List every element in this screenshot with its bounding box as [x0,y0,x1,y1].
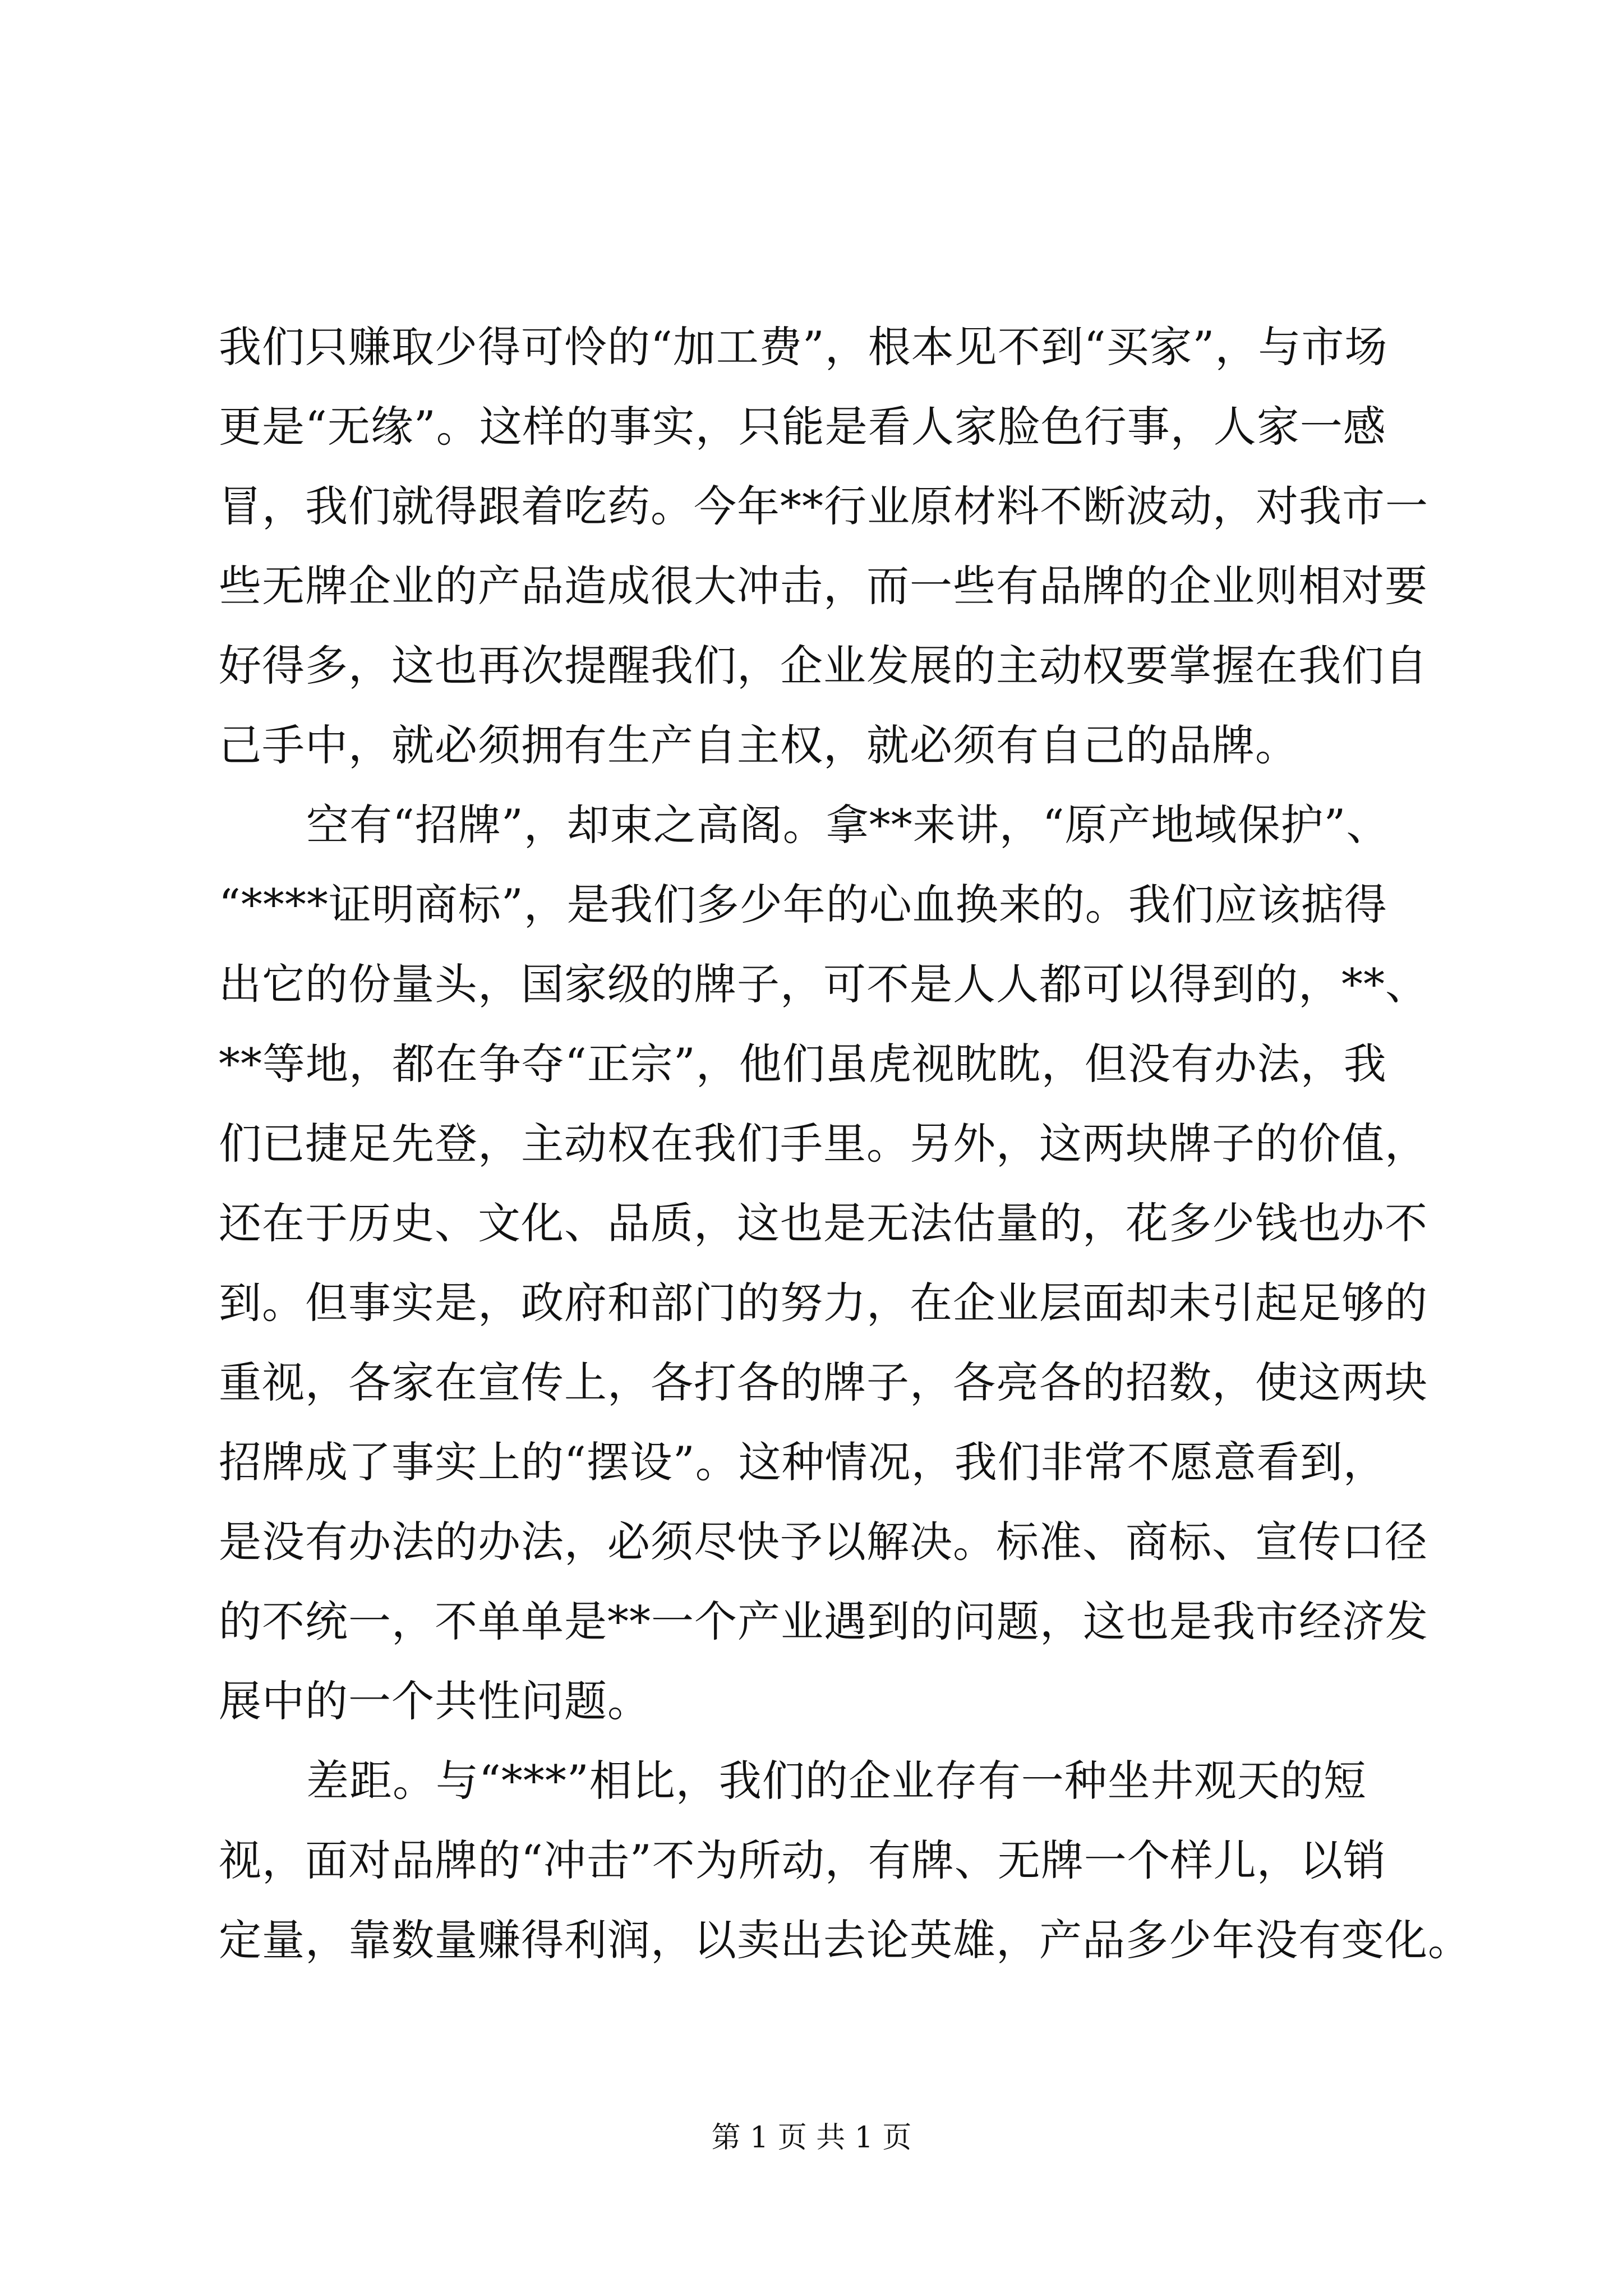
document-body [219,307,1471,1980]
text-line: 是没有办法的办法，必须尽快予以解决。标准、商标、宣传口径 [219,1517,1428,1567]
text-line: 视，面对品牌的“冲击”不为所动，有牌、无牌一个样儿，以销 [219,1835,1386,1885]
text-line: **等地，都在争夺“正宗”，他们虽虎视眈眈，但没有办法，我 [219,1039,1387,1089]
text-line: 的不统一，不单单是**一个产业遇到的问题，这也是我市经济发 [219,1596,1428,1646]
text-line: 到。但事实是，政府和部门的努力，在企业层面却未引起足够的 [219,1278,1428,1328]
text-line: 己手中，就必须拥有生产自主权，就必须有自己的品牌。 [219,720,1298,770]
text-line: 冒，我们就得跟着吃药。今年**行业原材料不断波动，对我市一 [219,481,1428,531]
text-line: “****证明商标”，是我们多少年的心血换来的。我们应该掂得 [219,880,1387,930]
text-line: 好得多，这也再次提醒我们，企业发展的主动权要掌握在我们自 [219,641,1428,691]
text-line: 展中的一个共性问题。 [219,1676,651,1726]
text-line: 重视，各家在宣传上，各打各的牌子，各亮各的招数，使这两块 [219,1358,1428,1407]
text-line: 招牌成了事实上的“摆设”。这种情况，我们非常不愿意看到， [219,1437,1386,1487]
text-line: 更是“无缘”。这样的事实，只能是看人家脸色行事，人家一感 [219,402,1386,452]
text-line: 空有“招牌”，却束之高阁。拿**来讲，“原产地域保护”、 [306,800,1390,850]
text-line: 我们只赚取少得可怜的“加工费”，根本见不到“买家”，与市场 [219,322,1388,372]
text-line: 们已捷足先登，主动权在我们手里。另外，这两块牌子的价值， [219,1119,1428,1168]
page-footer: 第 1 页 共 1 页 [711,2121,912,2155]
text-line: 还在于历史、文化、品质，这也是无法估量的，花多少钱也办不 [219,1198,1428,1248]
text-line: 些无牌企业的产品造成很大冲击，而一些有品牌的企业则相对要 [219,561,1428,611]
text-line: 出它的份量头，国家级的牌子，可不是人人都可以得到的，**、 [219,959,1428,1009]
text-line: 定量，靠数量赚得利润，以卖出去论英雄，产品多少年没有变化。 [219,1915,1471,1965]
text-line: 差距。与“***”相比，我们的企业存有一种坐井观天的短 [306,1756,1367,1806]
